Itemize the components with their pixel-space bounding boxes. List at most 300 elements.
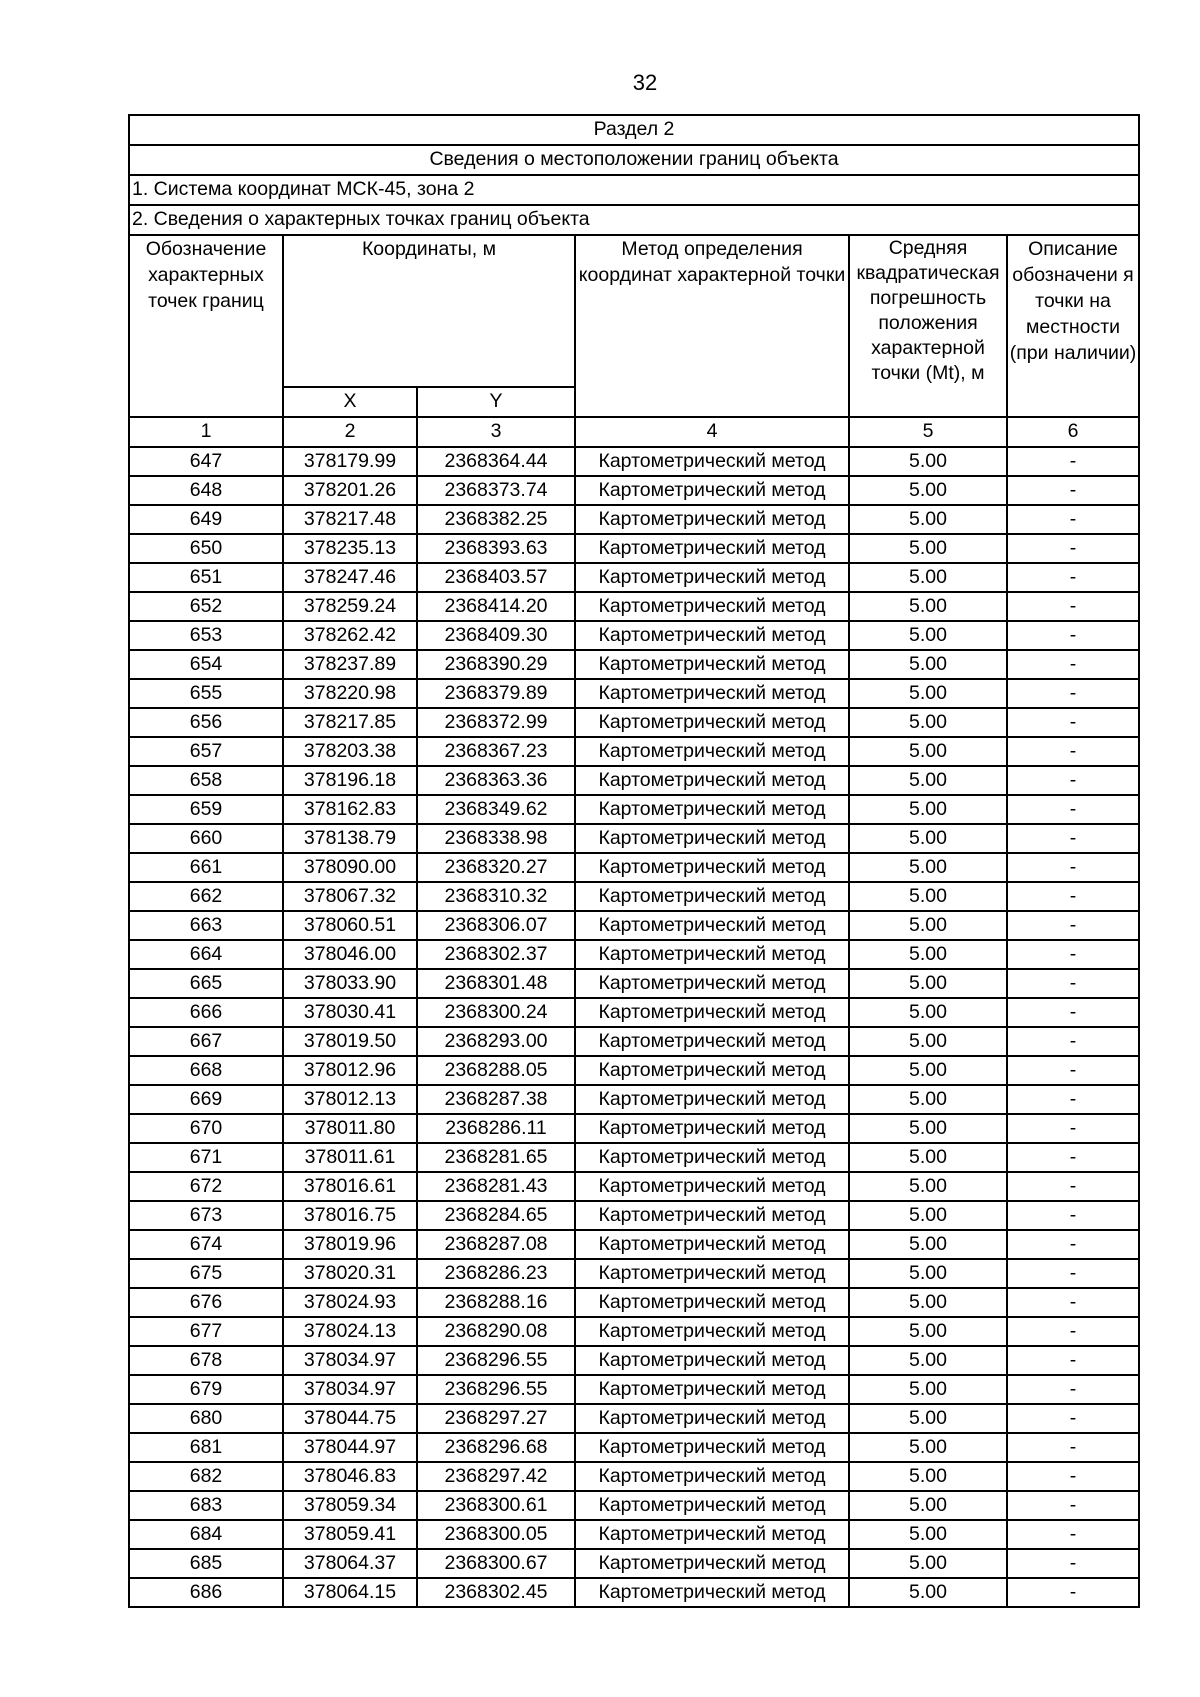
y-coord-cell: 2368302.45 (417, 1578, 575, 1607)
description-cell: - (1007, 679, 1139, 708)
description-cell: - (1007, 1201, 1139, 1230)
table-row (129, 1375, 1139, 1404)
description-cell: - (1007, 1085, 1139, 1114)
x-coord-cell: 378090.00 (283, 853, 417, 882)
x-coord-cell: 378034.97 (283, 1346, 417, 1375)
y-coord-cell: 2368302.37 (417, 940, 575, 969)
page-number: 32 (632, 70, 658, 95)
col-header-x: X (283, 387, 417, 417)
x-coord-cell: 378044.75 (283, 1404, 417, 1433)
x-coord-cell: 378016.75 (283, 1201, 417, 1230)
x-coord-cell: 378067.32 (283, 882, 417, 911)
point-id-cell: 679 (129, 1375, 283, 1404)
error-cell: 5.00 (849, 621, 1007, 650)
points-header: 2. Сведения о характерных точках границ объекта (129, 205, 1139, 235)
table-row (129, 1027, 1139, 1056)
x-coord-cell: 378262.42 (283, 621, 417, 650)
method-cell: Картометрический метод (575, 1143, 849, 1172)
method-cell: Картометрический метод (575, 911, 849, 940)
y-coord-cell: 2368382.25 (417, 505, 575, 534)
method-cell: Картометрический метод (575, 998, 849, 1027)
points-header-row (129, 205, 1139, 235)
y-coord-cell: 2368301.48 (417, 969, 575, 998)
table-row (129, 708, 1139, 737)
method-cell: Картометрический метод (575, 1056, 849, 1085)
y-coord-cell: 2368338.98 (417, 824, 575, 853)
error-cell: 5.00 (849, 1259, 1007, 1288)
x-coord-cell: 378162.83 (283, 795, 417, 824)
x-coord-cell: 378259.24 (283, 592, 417, 621)
table-row (129, 1143, 1139, 1172)
description-cell: - (1007, 534, 1139, 563)
col-header-y: Y (417, 387, 575, 417)
x-coord-cell: 378237.89 (283, 650, 417, 679)
point-id-cell: 662 (129, 882, 283, 911)
x-coord-cell: 378217.48 (283, 505, 417, 534)
method-cell: Картометрический метод (575, 766, 849, 795)
coord-system: 1. Система координат МСК-45, зона 2 (129, 175, 1139, 205)
error-cell: 5.00 (849, 1433, 1007, 1462)
point-id-cell: 674 (129, 1230, 283, 1259)
error-cell: 5.00 (849, 882, 1007, 911)
point-id-cell: 669 (129, 1085, 283, 1114)
y-coord-cell: 2368409.30 (417, 621, 575, 650)
column-number: 1 (129, 417, 283, 447)
description-cell: - (1007, 563, 1139, 592)
table-row (129, 1491, 1139, 1520)
table-row (129, 1404, 1139, 1433)
y-coord-cell: 2368363.36 (417, 766, 575, 795)
error-cell: 5.00 (849, 824, 1007, 853)
method-cell: Картометрический метод (575, 940, 849, 969)
error-cell: 5.00 (849, 1085, 1007, 1114)
table-row (129, 1462, 1139, 1491)
method-cell: Картометрический метод (575, 882, 849, 911)
description-cell: - (1007, 1433, 1139, 1462)
table-row (129, 447, 1139, 476)
column-number: 2 (283, 417, 417, 447)
y-coord-cell: 2368286.11 (417, 1114, 575, 1143)
error-cell: 5.00 (849, 1491, 1007, 1520)
method-cell: Картометрический метод (575, 505, 849, 534)
error-cell: 5.00 (849, 679, 1007, 708)
table-row (129, 1056, 1139, 1085)
point-id-cell: 672 (129, 1172, 283, 1201)
error-cell: 5.00 (849, 1375, 1007, 1404)
x-coord-cell: 378138.79 (283, 824, 417, 853)
table-row (129, 1172, 1139, 1201)
error-cell: 5.00 (849, 795, 1007, 824)
table-row (129, 940, 1139, 969)
error-cell: 5.00 (849, 563, 1007, 592)
y-coord-cell: 2368293.00 (417, 1027, 575, 1056)
column-header-row (129, 235, 1139, 387)
x-coord-cell: 378196.18 (283, 766, 417, 795)
description-cell: - (1007, 940, 1139, 969)
point-id-cell: 668 (129, 1056, 283, 1085)
y-coord-cell: 2368288.05 (417, 1056, 575, 1085)
table-row (129, 505, 1139, 534)
description-cell: - (1007, 1259, 1139, 1288)
method-cell: Картометрический метод (575, 1114, 849, 1143)
y-coord-cell: 2368287.38 (417, 1085, 575, 1114)
table-row (129, 1549, 1139, 1578)
description-cell: - (1007, 505, 1139, 534)
point-id-cell: 651 (129, 563, 283, 592)
description-cell: - (1007, 621, 1139, 650)
point-id-cell: 663 (129, 911, 283, 940)
y-coord-cell: 2368296.55 (417, 1375, 575, 1404)
x-coord-cell: 378235.13 (283, 534, 417, 563)
point-id-cell: 653 (129, 621, 283, 650)
error-cell: 5.00 (849, 766, 1007, 795)
x-coord-cell: 378034.97 (283, 1375, 417, 1404)
error-cell: 5.00 (849, 1317, 1007, 1346)
y-coord-cell: 2368300.61 (417, 1491, 575, 1520)
description-cell: - (1007, 1114, 1139, 1143)
point-id-cell: 658 (129, 766, 283, 795)
column-number: 4 (575, 417, 849, 447)
description-cell: - (1007, 1549, 1139, 1578)
point-id-cell: 652 (129, 592, 283, 621)
col-header-method: Метод определения координат характерной точки (575, 235, 849, 417)
table-row (129, 1288, 1139, 1317)
y-coord-cell: 2368364.44 (417, 447, 575, 476)
point-id-cell: 650 (129, 534, 283, 563)
x-coord-cell: 378020.31 (283, 1259, 417, 1288)
point-id-cell: 654 (129, 650, 283, 679)
method-cell: Картометрический метод (575, 1230, 849, 1259)
col-header-error: Средняя квадратическая погрешность положения характерной точки (Mt), м (849, 235, 1007, 417)
method-cell: Картометрический метод (575, 1433, 849, 1462)
table-row (129, 1578, 1139, 1607)
table-row (129, 766, 1139, 795)
error-cell: 5.00 (849, 940, 1007, 969)
error-cell: 5.00 (849, 592, 1007, 621)
y-coord-cell: 2368297.42 (417, 1462, 575, 1491)
x-coord-cell: 378011.80 (283, 1114, 417, 1143)
y-coord-cell: 2368290.08 (417, 1317, 575, 1346)
error-cell: 5.00 (849, 476, 1007, 505)
x-coord-cell: 378033.90 (283, 969, 417, 998)
point-id-cell: 648 (129, 476, 283, 505)
method-cell: Картометрический метод (575, 1346, 849, 1375)
x-coord-cell: 378064.37 (283, 1549, 417, 1578)
method-cell: Картометрический метод (575, 1375, 849, 1404)
error-cell: 5.00 (849, 853, 1007, 882)
error-cell: 5.00 (849, 1143, 1007, 1172)
y-coord-cell: 2368300.67 (417, 1549, 575, 1578)
y-coord-cell: 2368287.08 (417, 1230, 575, 1259)
method-cell: Картометрический метод (575, 1549, 849, 1578)
x-coord-cell: 378019.50 (283, 1027, 417, 1056)
error-cell: 5.00 (849, 911, 1007, 940)
point-id-cell: 670 (129, 1114, 283, 1143)
description-cell: - (1007, 998, 1139, 1027)
x-coord-cell: 378059.34 (283, 1491, 417, 1520)
description-cell: - (1007, 766, 1139, 795)
x-coord-cell: 378217.85 (283, 708, 417, 737)
description-cell: - (1007, 1317, 1139, 1346)
method-cell: Картометрический метод (575, 1520, 849, 1549)
method-cell: Картометрический метод (575, 795, 849, 824)
x-coord-cell: 378030.41 (283, 998, 417, 1027)
method-cell: Картометрический метод (575, 1578, 849, 1607)
y-coord-cell: 2368310.32 (417, 882, 575, 911)
y-coord-cell: 2368403.57 (417, 563, 575, 592)
col-header-designation: Обозначение характерных точек границ (129, 235, 283, 417)
y-coord-cell: 2368281.43 (417, 1172, 575, 1201)
method-cell: Картометрический метод (575, 853, 849, 882)
point-id-cell: 686 (129, 1578, 283, 1607)
point-id-cell: 671 (129, 1143, 283, 1172)
table-row (129, 679, 1139, 708)
method-cell: Картометрический метод (575, 592, 849, 621)
description-cell: - (1007, 1462, 1139, 1491)
error-cell: 5.00 (849, 969, 1007, 998)
method-cell: Картометрический метод (575, 1027, 849, 1056)
x-coord-cell: 378016.61 (283, 1172, 417, 1201)
method-cell: Картометрический метод (575, 534, 849, 563)
table-row (129, 911, 1139, 940)
point-id-cell: 660 (129, 824, 283, 853)
point-id-cell: 657 (129, 737, 283, 766)
table-row (129, 1230, 1139, 1259)
col-header-description: Описание обозначени я точки на местности (при наличии) (1007, 235, 1139, 417)
method-cell: Картометрический метод (575, 1404, 849, 1433)
coord-system-row (129, 175, 1139, 205)
error-cell: 5.00 (849, 1404, 1007, 1433)
table-row (129, 592, 1139, 621)
description-cell: - (1007, 1143, 1139, 1172)
x-coord-cell: 378046.00 (283, 940, 417, 969)
x-coord-cell: 378201.26 (283, 476, 417, 505)
x-coord-cell: 378012.13 (283, 1085, 417, 1114)
table-row (129, 1520, 1139, 1549)
error-cell: 5.00 (849, 505, 1007, 534)
description-cell: - (1007, 1346, 1139, 1375)
x-coord-cell: 378024.13 (283, 1317, 417, 1346)
description-cell: - (1007, 650, 1139, 679)
table-row (129, 1433, 1139, 1462)
y-coord-cell: 2368306.07 (417, 911, 575, 940)
table-row (129, 1259, 1139, 1288)
description-cell: - (1007, 1375, 1139, 1404)
table-row (129, 853, 1139, 882)
point-id-cell: 677 (129, 1317, 283, 1346)
y-coord-cell: 2368414.20 (417, 592, 575, 621)
method-cell: Картометрический метод (575, 1085, 849, 1114)
table-row (129, 534, 1139, 563)
description-cell: - (1007, 1578, 1139, 1607)
y-coord-cell: 2368373.74 (417, 476, 575, 505)
x-coord-cell: 378044.97 (283, 1433, 417, 1462)
point-id-cell: 667 (129, 1027, 283, 1056)
error-cell: 5.00 (849, 998, 1007, 1027)
x-coord-cell: 378011.61 (283, 1143, 417, 1172)
x-coord-cell: 378046.83 (283, 1462, 417, 1491)
method-cell: Картометрический метод (575, 447, 849, 476)
y-coord-cell: 2368297.27 (417, 1404, 575, 1433)
x-coord-cell: 378024.93 (283, 1288, 417, 1317)
error-cell: 5.00 (849, 1201, 1007, 1230)
description-cell: - (1007, 824, 1139, 853)
column-number-row (129, 417, 1139, 447)
method-cell: Картометрический метод (575, 621, 849, 650)
point-id-cell: 647 (129, 447, 283, 476)
description-cell: - (1007, 1520, 1139, 1549)
col-header-coordinates: Координаты, м (283, 235, 575, 387)
y-coord-cell: 2368281.65 (417, 1143, 575, 1172)
error-cell: 5.00 (849, 1549, 1007, 1578)
method-cell: Картометрический метод (575, 650, 849, 679)
error-cell: 5.00 (849, 447, 1007, 476)
method-cell: Картометрический метод (575, 679, 849, 708)
error-cell: 5.00 (849, 737, 1007, 766)
point-id-cell: 661 (129, 853, 283, 882)
table-row (129, 1201, 1139, 1230)
point-id-cell: 676 (129, 1288, 283, 1317)
error-cell: 5.00 (849, 1578, 1007, 1607)
section-title: Раздел 2 (129, 115, 1139, 145)
method-cell: Картометрический метод (575, 1259, 849, 1288)
description-cell: - (1007, 853, 1139, 882)
point-id-cell: 682 (129, 1462, 283, 1491)
method-cell: Картометрический метод (575, 1317, 849, 1346)
error-cell: 5.00 (849, 1288, 1007, 1317)
point-id-cell: 680 (129, 1404, 283, 1433)
description-cell: - (1007, 737, 1139, 766)
y-coord-cell: 2368379.89 (417, 679, 575, 708)
method-cell: Картометрический метод (575, 476, 849, 505)
description-cell: - (1007, 1404, 1139, 1433)
point-id-cell: 675 (129, 1259, 283, 1288)
table-row (129, 650, 1139, 679)
point-id-cell: 649 (129, 505, 283, 534)
error-cell: 5.00 (849, 1027, 1007, 1056)
table-row (129, 882, 1139, 911)
method-cell: Картометрический метод (575, 708, 849, 737)
table-row (129, 824, 1139, 853)
method-cell: Картометрический метод (575, 1201, 849, 1230)
x-coord-cell: 378059.41 (283, 1520, 417, 1549)
x-coord-cell: 378060.51 (283, 911, 417, 940)
point-id-cell: 678 (129, 1346, 283, 1375)
point-id-cell: 664 (129, 940, 283, 969)
point-id-cell: 655 (129, 679, 283, 708)
section-subtitle: Сведения о местоположении границ объекта (129, 145, 1139, 175)
x-coord-cell: 378203.38 (283, 737, 417, 766)
description-cell: - (1007, 969, 1139, 998)
y-coord-cell: 2368393.63 (417, 534, 575, 563)
y-coord-cell: 2368372.99 (417, 708, 575, 737)
x-coord-cell: 378019.96 (283, 1230, 417, 1259)
error-cell: 5.00 (849, 1520, 1007, 1549)
description-cell: - (1007, 1491, 1139, 1520)
column-number: 6 (1007, 417, 1139, 447)
point-id-cell: 683 (129, 1491, 283, 1520)
table-row (129, 1085, 1139, 1114)
method-cell: Картометрический метод (575, 1288, 849, 1317)
y-coord-cell: 2368296.55 (417, 1346, 575, 1375)
table-row (129, 1317, 1139, 1346)
table-row (129, 1114, 1139, 1143)
y-coord-cell: 2368349.62 (417, 795, 575, 824)
description-cell: - (1007, 1056, 1139, 1085)
error-cell: 5.00 (849, 1056, 1007, 1085)
description-cell: - (1007, 1027, 1139, 1056)
error-cell: 5.00 (849, 708, 1007, 737)
error-cell: 5.00 (849, 1114, 1007, 1143)
y-coord-cell: 2368300.05 (417, 1520, 575, 1549)
table-row (129, 621, 1139, 650)
description-cell: - (1007, 1230, 1139, 1259)
description-cell: - (1007, 1172, 1139, 1201)
method-cell: Картометрический метод (575, 824, 849, 853)
x-coord-cell: 378064.15 (283, 1578, 417, 1607)
point-id-cell: 673 (129, 1201, 283, 1230)
error-cell: 5.00 (849, 1462, 1007, 1491)
description-cell: - (1007, 1288, 1139, 1317)
section-title-row (129, 115, 1139, 145)
column-number: 5 (849, 417, 1007, 447)
column-number: 3 (417, 417, 575, 447)
table-row (129, 737, 1139, 766)
description-cell: - (1007, 708, 1139, 737)
description-cell: - (1007, 476, 1139, 505)
table-row (129, 1346, 1139, 1375)
description-cell: - (1007, 911, 1139, 940)
y-coord-cell: 2368390.29 (417, 650, 575, 679)
method-cell: Картометрический метод (575, 1462, 849, 1491)
point-id-cell: 684 (129, 1520, 283, 1549)
point-id-cell: 665 (129, 969, 283, 998)
error-cell: 5.00 (849, 1230, 1007, 1259)
x-coord-cell: 378247.46 (283, 563, 417, 592)
x-coord-cell: 378012.96 (283, 1056, 417, 1085)
table-row (129, 563, 1139, 592)
y-coord-cell: 2368300.24 (417, 998, 575, 1027)
y-coord-cell: 2368284.65 (417, 1201, 575, 1230)
table-row (129, 998, 1139, 1027)
point-id-cell: 685 (129, 1549, 283, 1578)
error-cell: 5.00 (849, 1172, 1007, 1201)
method-cell: Картометрический метод (575, 1172, 849, 1201)
method-cell: Картометрический метод (575, 737, 849, 766)
boundary-points-table (128, 114, 1140, 1608)
section-subtitle-row (129, 145, 1139, 175)
table-row (129, 476, 1139, 505)
error-cell: 5.00 (849, 1346, 1007, 1375)
y-coord-cell: 2368296.68 (417, 1433, 575, 1462)
description-cell: - (1007, 882, 1139, 911)
point-id-cell: 681 (129, 1433, 283, 1462)
y-coord-cell: 2368367.23 (417, 737, 575, 766)
method-cell: Картометрический метод (575, 563, 849, 592)
error-cell: 5.00 (849, 534, 1007, 563)
y-coord-cell: 2368320.27 (417, 853, 575, 882)
y-coord-cell: 2368288.16 (417, 1288, 575, 1317)
point-id-cell: 659 (129, 795, 283, 824)
y-coord-cell: 2368286.23 (417, 1259, 575, 1288)
description-cell: - (1007, 592, 1139, 621)
table-row (129, 969, 1139, 998)
x-coord-cell: 378220.98 (283, 679, 417, 708)
description-cell: - (1007, 795, 1139, 824)
point-id-cell: 666 (129, 998, 283, 1027)
table-row (129, 795, 1139, 824)
error-cell: 5.00 (849, 650, 1007, 679)
